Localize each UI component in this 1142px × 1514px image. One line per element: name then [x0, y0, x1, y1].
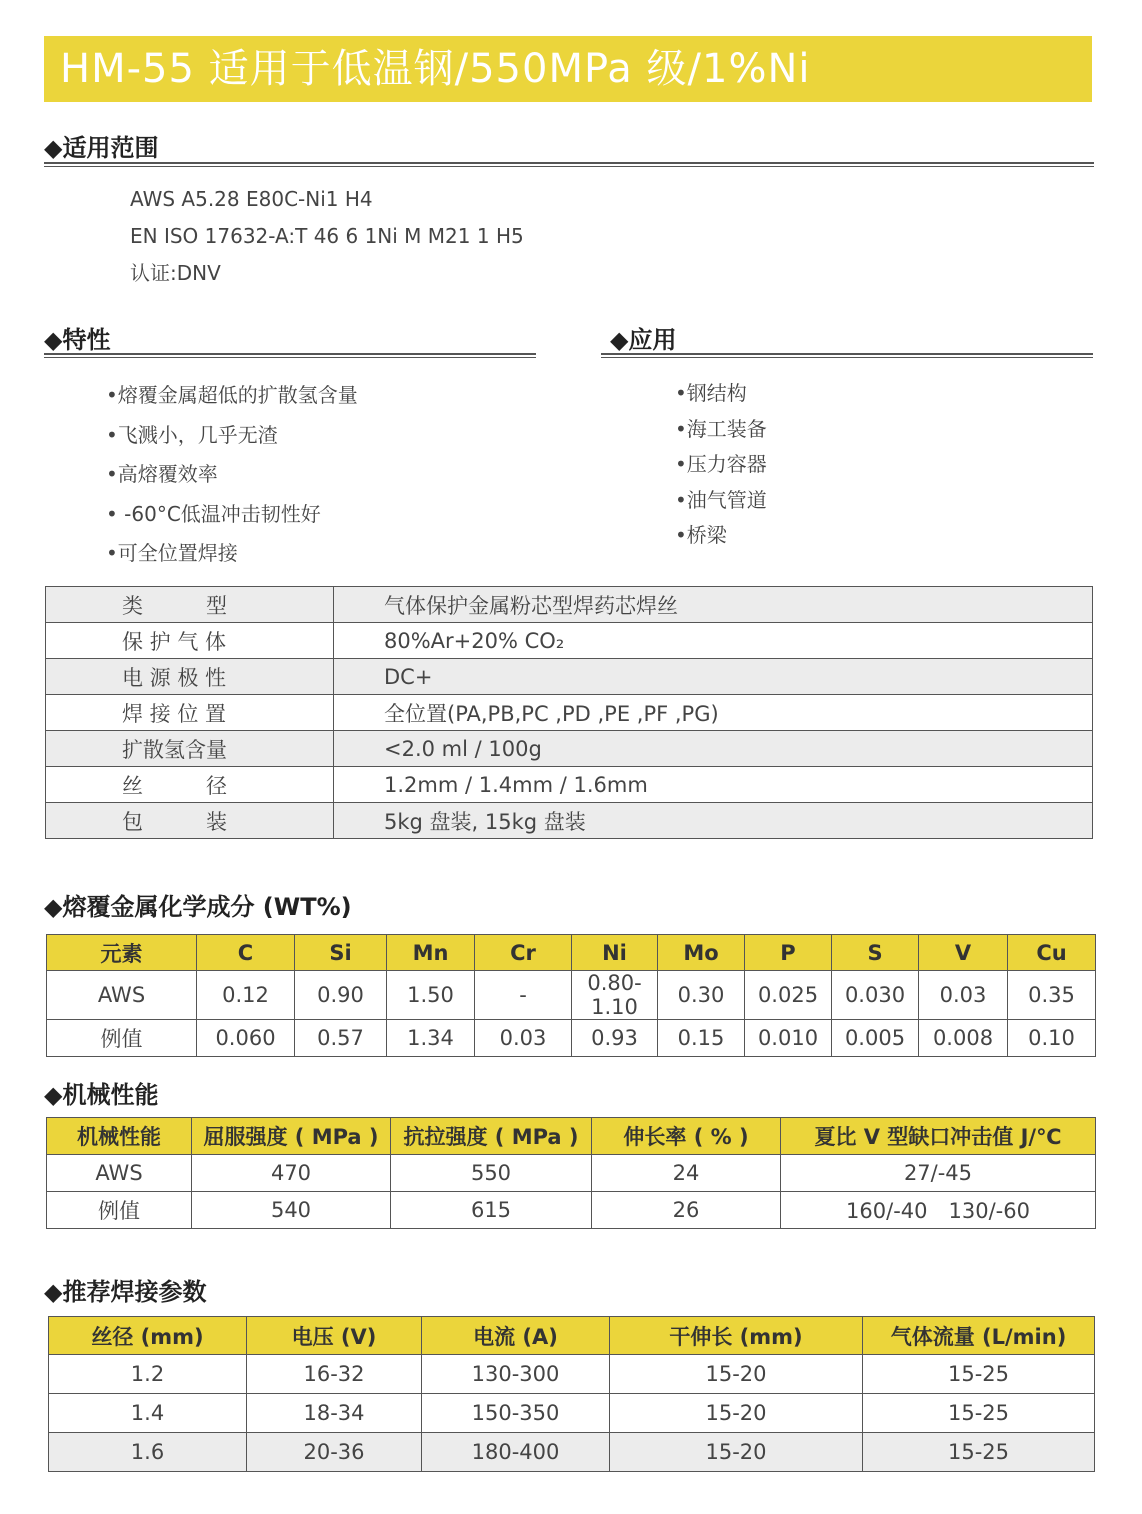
column-header: Cr	[475, 935, 572, 971]
table-cell: 0.15	[658, 1020, 745, 1057]
features-list	[106, 376, 358, 574]
chem-heading: ◆熔覆金属化学成分 (WT%)	[44, 893, 352, 921]
table-row	[47, 971, 1096, 1020]
table-cell: 24	[592, 1155, 781, 1192]
column-header: C	[197, 935, 295, 971]
table-cell: 0.10	[1008, 1020, 1096, 1057]
table-cell: AWS	[47, 971, 197, 1020]
spec-key: 包 装	[46, 803, 334, 839]
column-header: 机械性能	[47, 1118, 192, 1155]
table-cell: 0.03	[919, 971, 1008, 1020]
table-cell: -	[475, 971, 572, 1020]
table-cell: 160/-40 130/-60	[781, 1192, 1096, 1229]
feature-item: •可全位置焊接	[106, 541, 238, 565]
column-header: 丝径 (mm)	[49, 1317, 247, 1355]
table-cell: 15-25	[863, 1355, 1095, 1394]
spec-value: DC+	[334, 659, 1093, 695]
table-cell: 15-20	[610, 1433, 863, 1472]
spec-key: 丝 径	[46, 767, 334, 803]
column-header: Ni	[572, 935, 658, 971]
table-cell: 1.4	[49, 1394, 247, 1433]
table-cell: 1.50	[387, 971, 475, 1020]
scope-line: EN ISO 17632-A:T 46 6 1Ni M M21 1 H5	[130, 224, 524, 248]
table-cell: 615	[391, 1192, 592, 1229]
table-row	[46, 695, 1093, 731]
scope-heading: ◆适用范围	[44, 134, 159, 162]
table-cell: 0.30	[658, 971, 745, 1020]
spec-value: 全位置(PA,PB,PC ,PD ,PE ,PF ,PG)	[334, 695, 1093, 731]
table-row	[49, 1355, 1095, 1394]
column-header: P	[745, 935, 832, 971]
table-row	[46, 623, 1093, 659]
column-header: 伸长率 ( % )	[592, 1118, 781, 1155]
table-cell: 0.80-1.10	[572, 971, 658, 1020]
table-cell: 20-36	[247, 1433, 422, 1472]
table-cell: 150-350	[422, 1394, 610, 1433]
table-cell: 1.6	[49, 1433, 247, 1472]
divider	[44, 353, 536, 358]
table-cell: 180-400	[422, 1433, 610, 1472]
column-header: 电压 (V)	[247, 1317, 422, 1355]
table-cell: 130-300	[422, 1355, 610, 1394]
applications-list	[675, 376, 767, 554]
scope-line: 认证:DNV	[130, 261, 221, 285]
spec-value: 5kg 盘装, 15kg 盘装	[334, 803, 1093, 839]
table-cell: 18-34	[247, 1394, 422, 1433]
scope-line: AWS A5.28 E80C-Ni1 H4	[130, 187, 373, 211]
table-row	[46, 767, 1093, 803]
table-cell: 1.2	[49, 1355, 247, 1394]
divider	[601, 353, 1093, 358]
table-cell: 1.34	[387, 1020, 475, 1057]
table-cell: 540	[192, 1192, 391, 1229]
spec-key: 保 护 气 体	[46, 623, 334, 659]
chem-table	[46, 934, 1096, 1057]
table-cell: AWS	[47, 1155, 192, 1192]
table-cell: 0.90	[295, 971, 387, 1020]
spec-value: <2.0 ml / 100g	[334, 731, 1093, 767]
table-row	[49, 1433, 1095, 1472]
column-header: 抗拉强度 ( MPa )	[391, 1118, 592, 1155]
feature-item: •熔覆金属超低的扩散氢含量	[106, 383, 358, 407]
table-cell: 0.93	[572, 1020, 658, 1057]
table-cell: 470	[192, 1155, 391, 1192]
table-row	[49, 1394, 1095, 1433]
spec-value: 80%Ar+20% CO₂	[334, 623, 1093, 659]
table-cell: 0.060	[197, 1020, 295, 1057]
applications-heading: ◆应用	[610, 326, 677, 354]
table-cell: 15-25	[863, 1433, 1095, 1472]
application-item: •压力容器	[675, 452, 767, 476]
table-cell: 例值	[47, 1192, 192, 1229]
table-cell: 16-32	[247, 1355, 422, 1394]
application-item: •桥梁	[675, 523, 727, 547]
table-row	[47, 1192, 1096, 1229]
scope-list	[130, 181, 524, 292]
table-cell: 例值	[47, 1020, 197, 1057]
table-cell: 15-20	[610, 1394, 863, 1433]
table-cell: 27/-45	[781, 1155, 1096, 1192]
table-row	[46, 731, 1093, 767]
divider	[44, 162, 1094, 167]
table-cell: 0.03	[475, 1020, 572, 1057]
spec-table	[45, 586, 1093, 839]
application-item: •海工装备	[675, 416, 767, 441]
table-cell: 15-20	[610, 1355, 863, 1394]
column-header: 夏比 V 型缺口冲击值 J/℃	[781, 1118, 1096, 1155]
column-header: 干伸长 (mm)	[610, 1317, 863, 1355]
column-header: Cu	[1008, 935, 1096, 971]
weld-table	[48, 1316, 1095, 1472]
column-header: Si	[295, 935, 387, 971]
table-row	[47, 1155, 1096, 1192]
features-heading: ◆特性	[44, 326, 111, 354]
table-cell: 0.57	[295, 1020, 387, 1057]
column-header: Mn	[387, 935, 475, 971]
table-cell: 26	[592, 1192, 781, 1229]
column-header: 气体流量 (L/min)	[863, 1317, 1095, 1355]
mech-table	[46, 1117, 1096, 1229]
table-cell: 0.005	[832, 1020, 919, 1057]
feature-item: •高熔覆效率	[106, 462, 218, 486]
spec-value: 气体保护金属粉芯型焊药芯焊丝	[334, 587, 1093, 623]
table-row	[46, 803, 1093, 839]
spec-key: 类 型	[46, 587, 334, 623]
feature-item: •飞溅小，几乎无渣	[106, 422, 278, 447]
page-title: HM-55 适用于低温钢/550MPa 级/1%Ni	[44, 36, 1092, 102]
column-header: S	[832, 935, 919, 971]
column-header: 电流 (A)	[422, 1317, 610, 1355]
table-row	[46, 659, 1093, 695]
table-cell: 0.12	[197, 971, 295, 1020]
column-header: Mo	[658, 935, 745, 971]
weld-heading: ◆推荐焊接参数	[44, 1278, 207, 1306]
table-cell: 0.010	[745, 1020, 832, 1057]
table-cell: 550	[391, 1155, 592, 1192]
spec-value: 1.2mm / 1.4mm / 1.6mm	[334, 767, 1093, 803]
column-header: 屈服强度 ( MPa )	[192, 1118, 391, 1155]
column-header: V	[919, 935, 1008, 971]
table-cell: 0.030	[832, 971, 919, 1020]
table-cell: 0.025	[745, 971, 832, 1020]
application-item: •钢结构	[675, 381, 747, 405]
table-row	[47, 1020, 1096, 1057]
application-item: •油气管道	[675, 487, 767, 512]
spec-key: 焊 接 位 置	[46, 695, 334, 731]
feature-item: • -60°C低温冲击韧性好	[106, 501, 321, 526]
column-header: 元素	[47, 935, 197, 971]
spec-key: 电 源 极 性	[46, 659, 334, 695]
table-cell: 0.008	[919, 1020, 1008, 1057]
table-row	[46, 587, 1093, 623]
table-cell: 15-25	[863, 1394, 1095, 1433]
spec-key: 扩散氢含量	[46, 731, 334, 767]
mech-heading: ◆机械性能	[44, 1081, 159, 1109]
table-cell: 0.35	[1008, 971, 1096, 1020]
